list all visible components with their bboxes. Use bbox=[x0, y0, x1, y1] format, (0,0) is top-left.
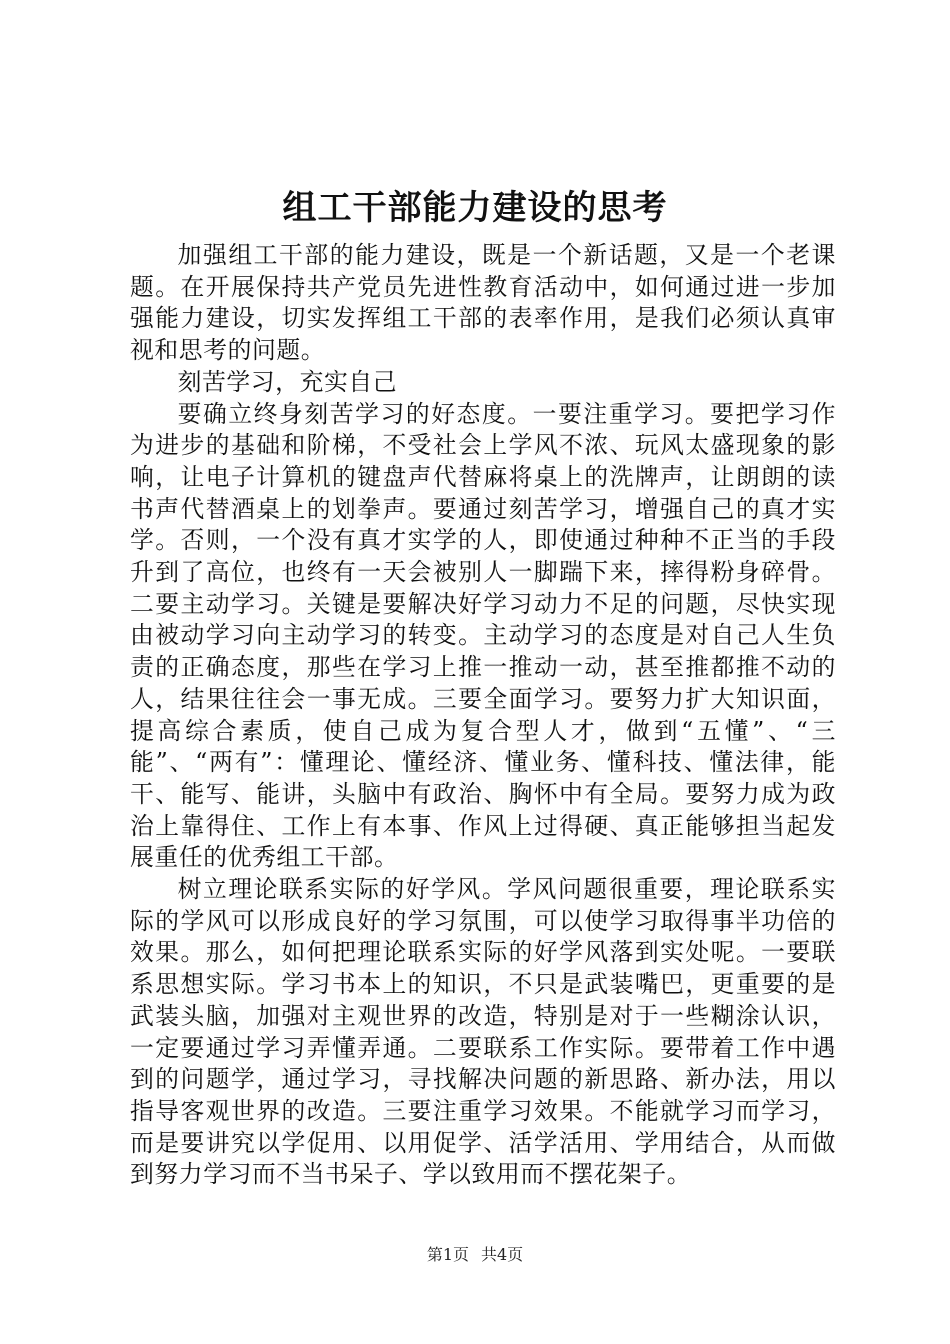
paragraph-study-attitude: 要确立终身刻苦学习的好态度。一要注重学习。要把学习作为进步的基础和阶梯，不受社会上学风不浓、玩风太盛现象的影响，让电子计算机的键盘声代替麻将桌上的洗牌声，让朗朗的读书声代替酒桌上的划拳声。要通过刻苦学习，增强自己的真才实学。否则，一个没有真才实学的人，即使通过种种不正当的手段升到了高位，也终有一天会被别人一脚踹下来，摔得粉身碎骨。二要主动学习。关键是要解决好学习动力不足的问题，尽快实现由被动学习向主动学习的转变。主动学习的态度是对自己人生负责的正确态度，那些在学习上推一推动一动，甚至推都推不动的人，结果往往会一事无成。三要全面学习。要努力扩大知识面，提高综合素质，使自己成为复合型人才，做到“五懂”、“三能”、“两有”：懂理论、懂经济、懂业务、懂科技、懂法律，能干、能写、能讲，头脑中有政治、胸怀中有全局。要努力成为政治上靠得住、工作上有本事、作风上过得硬、真正能够担当起发展重任的优秀组工干部。 bbox=[130, 399, 836, 872]
paragraph-intro: 加强组工干部的能力建设，既是一个新话题，又是一个老课题。在开展保持共产党员先进性教育活动中，如何通过进一步加强能力建设，切实发挥组工干部的表率作用，是我们必须认真审视和思考的问题。 bbox=[130, 241, 836, 365]
document-body bbox=[130, 240, 836, 1191]
page-total: 共4页 bbox=[481, 1245, 524, 1264]
section-heading: 刻苦学习，充实自己 bbox=[177, 367, 398, 396]
page-number: 第1页 bbox=[426, 1245, 469, 1264]
paragraph-study-style: 树立理论联系实际的好学风。学风问题很重要，理论联系实际的学风可以形成良好的学习氛围，可以使学习取得事半功倍的效果。那么，如何把理论联系实际的好学风落到实处呢。一要联系思想实际。学习书本上的知识，不只是武装嘴巴，更重要的是武装头脑，加强对主观世界的改造，特别是对于一些糊涂认识，一定要通过学习弄懂弄通。二要联系工作实际。要带着工作中遇到的问题学，通过学习，寻找解决问题的新思路、新办法，用以指导客观世界的改造。三要注重学习效果。不能就学习而学习，而是要讲究以学促用、以用促学、活学活用、学用结合，从而做到努力学习而不当书呆子、学以致用而不摆花架子。 bbox=[130, 875, 836, 1189]
page-footer bbox=[0, 1243, 950, 1267]
document-title: 组工干部能力建设的思考 bbox=[282, 188, 668, 228]
